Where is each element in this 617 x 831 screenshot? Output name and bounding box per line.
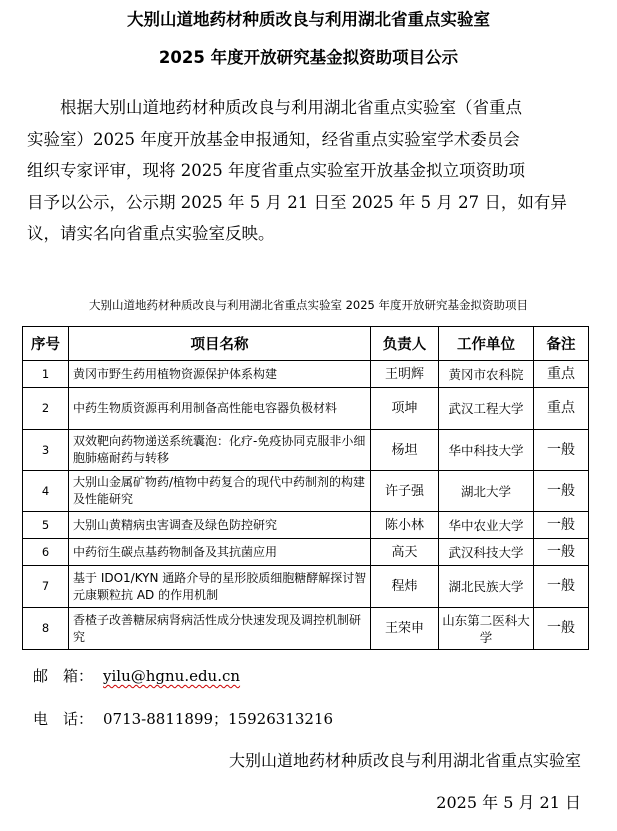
table-row <box>23 388 589 430</box>
row-index: 8 <box>23 608 69 650</box>
paragraph-line: 目予以公示，公示期 2025 年 5 月 21 日至 2025 年 5 月 27 日，如有异 <box>27 192 567 212</box>
row-note: 一般 <box>534 566 589 608</box>
header-note: 备注 <box>534 327 589 361</box>
row-unit: 华中科技大学 <box>439 430 534 471</box>
notice-paragraph <box>27 92 595 250</box>
row-leader: 许子强 <box>371 471 439 512</box>
table-row <box>23 539 589 566</box>
row-note: 重点 <box>534 388 589 430</box>
row-index: 7 <box>23 566 69 608</box>
row-note: 一般 <box>534 608 589 650</box>
row-project-name: 黄冈市野生药用植物资源保护体系构建 <box>69 361 371 388</box>
email-label: 邮 箱： <box>33 667 94 685</box>
paragraph-line: 实验室）2025 年度开放基金申报通知，经省重点实验室学术委员会 <box>27 129 520 149</box>
row-leader: 程炜 <box>371 566 439 608</box>
row-leader: 陈小林 <box>371 512 439 539</box>
signature-organization: 大别山道地药材种质改良与利用湖北省重点实验室 <box>228 751 581 770</box>
row-project-name: 基于 IDO1/KYN 通路介导的星形胶质细胞糖酵解探讨智元康颗粒抗 AD 的作用机制 <box>69 566 371 608</box>
email-line <box>33 665 240 687</box>
row-leader: 王荣申 <box>371 608 439 650</box>
phone-label: 电 话： <box>33 710 94 728</box>
row-project-name: 中药生物质资源再利用制备高性能电容器负极材料 <box>69 388 371 430</box>
row-project-name: 中药衍生碳点基药物制备及其抗菌应用 <box>69 539 371 566</box>
row-index: 1 <box>23 361 69 388</box>
row-index: 3 <box>23 430 69 471</box>
signature-date: 2025 年 5 月 21 日 <box>436 793 581 812</box>
row-index: 5 <box>23 512 69 539</box>
row-unit: 湖北大学 <box>439 471 534 512</box>
row-unit: 华中农业大学 <box>439 512 534 539</box>
row-index: 2 <box>23 388 69 430</box>
paragraph-line: 议，请实名向省重点实验室反映。 <box>27 224 275 243</box>
row-unit: 武汉工程大学 <box>439 388 534 430</box>
row-note: 一般 <box>534 430 589 471</box>
phone-numbers: 0713-8811899；15926313216 <box>103 710 334 728</box>
row-project-name: 双效靶向药物递送系统囊泡：化疗-免疫协同克服非小细胞肺癌耐药与转移 <box>69 430 371 471</box>
row-unit: 湖北民族大学 <box>439 566 534 608</box>
row-leader: 杨坦 <box>371 430 439 471</box>
row-note: 一般 <box>534 539 589 566</box>
row-note: 重点 <box>534 361 589 388</box>
row-index: 6 <box>23 539 69 566</box>
table-row <box>23 512 589 539</box>
phone-line <box>33 708 333 730</box>
paragraph-line: 组织专家评审，现将 2025 年度省重点实验室开放基金拟立项资助项 <box>27 161 525 180</box>
row-unit: 黄冈市农科院 <box>439 361 534 388</box>
row-project-name: 香楂子改善糖尿病肾病活性成分快速发现及调控机制研究 <box>69 608 371 650</box>
row-leader: 项坤 <box>371 388 439 430</box>
table-header-row <box>23 327 589 361</box>
project-table <box>22 326 589 650</box>
table-caption: 大别山道地药材种质改良与利用湖北省重点实验室 2025 年度开放研究基金拟资助项目 <box>88 298 529 312</box>
email-address[interactable]: yilu@hgnu.edu.cn <box>103 667 241 685</box>
table-row <box>23 608 589 650</box>
table-row <box>23 430 589 471</box>
table-row <box>23 471 589 512</box>
header-unit: 工作单位 <box>439 327 534 361</box>
header-index: 序号 <box>23 327 69 361</box>
row-note: 一般 <box>534 512 589 539</box>
row-project-name: 大别山黄精病虫害调查及绿色防控研究 <box>69 512 371 539</box>
document-subtitle: 2025 年度开放研究基金拟资助项目公示 <box>158 48 459 67</box>
row-leader: 王明辉 <box>371 361 439 388</box>
table-row <box>23 566 589 608</box>
row-leader: 高天 <box>371 539 439 566</box>
document-title: 大别山道地药材种质改良与利用湖北省重点实验室 <box>127 10 490 29</box>
header-project-name: 项目名称 <box>69 327 371 361</box>
row-index: 4 <box>23 471 69 512</box>
row-project-name: 大别山金属矿物药/植物中药复合的现代中药制剂的构建及性能研究 <box>69 471 371 512</box>
header-leader: 负责人 <box>371 327 439 361</box>
paragraph-line: 根据大别山道地药材种质改良与利用湖北省重点实验室（省重点 <box>60 98 522 117</box>
table-row <box>23 361 589 388</box>
row-note: 一般 <box>534 471 589 512</box>
row-unit: 武汉科技大学 <box>439 539 534 566</box>
row-unit: 山东第二医科大学 <box>439 608 534 650</box>
